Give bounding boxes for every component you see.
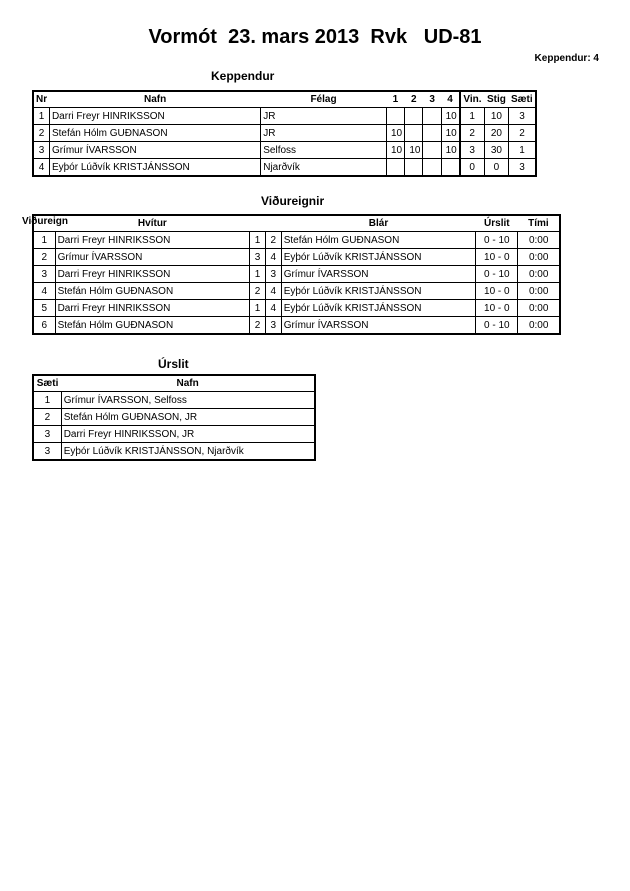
match-time: 0:00 xyxy=(518,300,560,317)
match-white: Stefán Hólm GUÐNASON xyxy=(55,317,250,335)
col-r2: 2 xyxy=(411,94,417,105)
result-name: Grímur ÍVARSSON, Selfoss xyxy=(61,392,315,409)
player-r4 xyxy=(441,159,459,177)
result-name: Darri Freyr HINRIKSSON, JR xyxy=(61,426,315,443)
player-r1 xyxy=(386,108,404,125)
player-r3 xyxy=(423,159,441,177)
player-club: Selfoss xyxy=(261,142,387,159)
player-nr: 1 xyxy=(33,108,49,125)
match-white: Grímur ÍVARSSON xyxy=(55,249,250,266)
player-r2: 10 xyxy=(405,142,423,159)
results-table xyxy=(32,374,316,461)
results-heading: Úrslit xyxy=(158,357,189,371)
match-number: 1 xyxy=(33,232,55,249)
player-nr: 3 xyxy=(33,142,49,159)
col-club: Félag xyxy=(310,94,337,105)
players-table xyxy=(32,90,537,177)
players-heading: Keppendur xyxy=(211,69,275,83)
col-white: Hvítur xyxy=(137,218,167,229)
player-r2 xyxy=(405,108,423,125)
col-blue: Blár xyxy=(368,218,389,229)
col-r4: 4 xyxy=(447,94,453,105)
match-time: 0:00 xyxy=(518,232,560,249)
player-points: 30 xyxy=(484,142,508,159)
col-time: Tími xyxy=(528,218,549,229)
player-place: 3 xyxy=(509,159,536,177)
match-white: Darri Freyr HINRIKSSON xyxy=(55,266,250,283)
table-row xyxy=(33,409,315,426)
match-result: 0 - 10 xyxy=(476,266,518,283)
player-r3 xyxy=(423,108,441,125)
player-wins: 0 xyxy=(460,159,484,177)
match-time: 0:00 xyxy=(518,249,560,266)
col-points: Stig xyxy=(486,94,506,105)
player-place: 2 xyxy=(509,125,536,142)
col-match-number: Viðureign xyxy=(22,216,68,227)
match-blue-nr: 3 xyxy=(265,266,281,283)
match-number: 5 xyxy=(33,300,55,317)
col-name: Nafn xyxy=(176,378,199,389)
match-white: Stefán Hólm GUÐNASON xyxy=(55,283,250,300)
player-r3 xyxy=(423,142,441,159)
result-place: 3 xyxy=(33,443,61,461)
table-row xyxy=(33,443,315,461)
result-place: 2 xyxy=(33,409,61,426)
table-row xyxy=(33,232,560,249)
match-blue-nr: 4 xyxy=(265,300,281,317)
match-number: 6 xyxy=(33,317,55,335)
col-name: Nafn xyxy=(143,94,167,105)
col-place: Sæti xyxy=(511,94,533,105)
match-blue-nr: 3 xyxy=(265,317,281,335)
player-place: 1 xyxy=(509,142,536,159)
match-blue: Eyþór Lúðvík KRISTJÁNSSON xyxy=(281,283,476,300)
table-row xyxy=(33,266,560,283)
col-result: Úrslit xyxy=(484,218,510,229)
table-row xyxy=(33,108,536,125)
player-club: Njarðvík xyxy=(261,159,387,177)
player-name: Stefán Hólm GUÐNASON xyxy=(49,125,260,142)
match-white-nr: 1 xyxy=(250,300,266,317)
player-points: 0 xyxy=(484,159,508,177)
match-blue: Eyþór Lúðvík KRISTJÁNSSON xyxy=(281,300,476,317)
table-row xyxy=(33,283,560,300)
match-time: 0:00 xyxy=(518,266,560,283)
player-r2 xyxy=(405,159,423,177)
player-r4: 10 xyxy=(441,125,459,142)
player-r4: 10 xyxy=(441,142,459,159)
matches-heading: Viðureignir xyxy=(261,194,325,208)
match-white: Darri Freyr HINRIKSSON xyxy=(55,232,250,249)
matches-header-row xyxy=(33,215,560,232)
match-blue-nr: 2 xyxy=(265,232,281,249)
match-white-nr: 1 xyxy=(250,232,266,249)
matches-table xyxy=(32,214,561,335)
match-white-nr: 2 xyxy=(250,317,266,335)
players-header-row xyxy=(33,91,536,108)
player-name: Grímur ÍVARSSON xyxy=(49,142,260,159)
player-name: Darri Freyr HINRIKSSON xyxy=(49,108,260,125)
match-result: 10 - 0 xyxy=(476,249,518,266)
player-r2 xyxy=(405,125,423,142)
player-r1: 10 xyxy=(386,125,404,142)
player-r1 xyxy=(386,159,404,177)
player-wins: 3 xyxy=(460,142,484,159)
player-wins: 2 xyxy=(460,125,484,142)
match-blue: Eyþór Lúðvík KRISTJÁNSSON xyxy=(281,249,476,266)
player-points: 10 xyxy=(484,108,508,125)
player-points: 20 xyxy=(484,125,508,142)
player-r3 xyxy=(423,125,441,142)
participants-count: Keppendur: 4 xyxy=(534,53,599,64)
result-name: Eyþór Lúðvík KRISTJÁNSSON, Njarðvík xyxy=(61,443,315,461)
match-white: Darri Freyr HINRIKSSON xyxy=(55,300,250,317)
player-club: JR xyxy=(261,125,387,142)
table-row xyxy=(33,426,315,443)
col-r3: 3 xyxy=(429,94,435,105)
result-place: 3 xyxy=(33,426,61,443)
player-nr: 2 xyxy=(33,125,49,142)
player-nr: 4 xyxy=(33,159,49,177)
col-wins: Vin. xyxy=(460,91,484,108)
table-row xyxy=(33,159,536,177)
match-blue-nr: 4 xyxy=(265,283,281,300)
header-spacer xyxy=(265,215,281,232)
table-row xyxy=(33,142,536,159)
match-number: 3 xyxy=(33,266,55,283)
match-white-nr: 3 xyxy=(250,249,266,266)
table-row xyxy=(33,249,560,266)
match-time: 0:00 xyxy=(518,283,560,300)
match-result: 10 - 0 xyxy=(476,283,518,300)
match-number: 2 xyxy=(33,249,55,266)
match-blue-nr: 4 xyxy=(265,249,281,266)
player-place: 3 xyxy=(509,108,536,125)
player-name: Eyþór Lúðvík KRISTJÁNSSON xyxy=(49,159,260,177)
match-blue: Grímur ÍVARSSON xyxy=(281,317,476,335)
table-row xyxy=(33,125,536,142)
header-spacer xyxy=(33,215,55,232)
col-place: Sæti xyxy=(36,378,59,389)
match-result: 0 - 10 xyxy=(476,317,518,335)
match-result: 0 - 10 xyxy=(476,232,518,249)
result-name: Stefán Hólm GUÐNASON, JR xyxy=(61,409,315,426)
col-r1: 1 xyxy=(392,94,399,105)
player-club: JR xyxy=(261,108,387,125)
results-header-row xyxy=(33,375,315,392)
match-number: 4 xyxy=(33,283,55,300)
match-result: 10 - 0 xyxy=(476,300,518,317)
player-r4: 10 xyxy=(441,108,459,125)
match-blue: Grímur ÍVARSSON xyxy=(281,266,476,283)
player-r1: 10 xyxy=(386,142,404,159)
table-row xyxy=(33,392,315,409)
header-spacer xyxy=(250,215,266,232)
match-blue: Stefán Hólm GUÐNASON xyxy=(281,232,476,249)
match-time: 0:00 xyxy=(518,317,560,335)
match-white-nr: 2 xyxy=(250,283,266,300)
result-place: 1 xyxy=(33,392,61,409)
page-title: Vormót 23. mars 2013 Rvk UD-81 xyxy=(148,26,482,48)
table-row xyxy=(33,317,560,335)
player-wins: 1 xyxy=(460,108,484,125)
col-nr: Nr xyxy=(36,94,48,105)
table-row xyxy=(33,300,560,317)
match-white-nr: 1 xyxy=(250,266,266,283)
